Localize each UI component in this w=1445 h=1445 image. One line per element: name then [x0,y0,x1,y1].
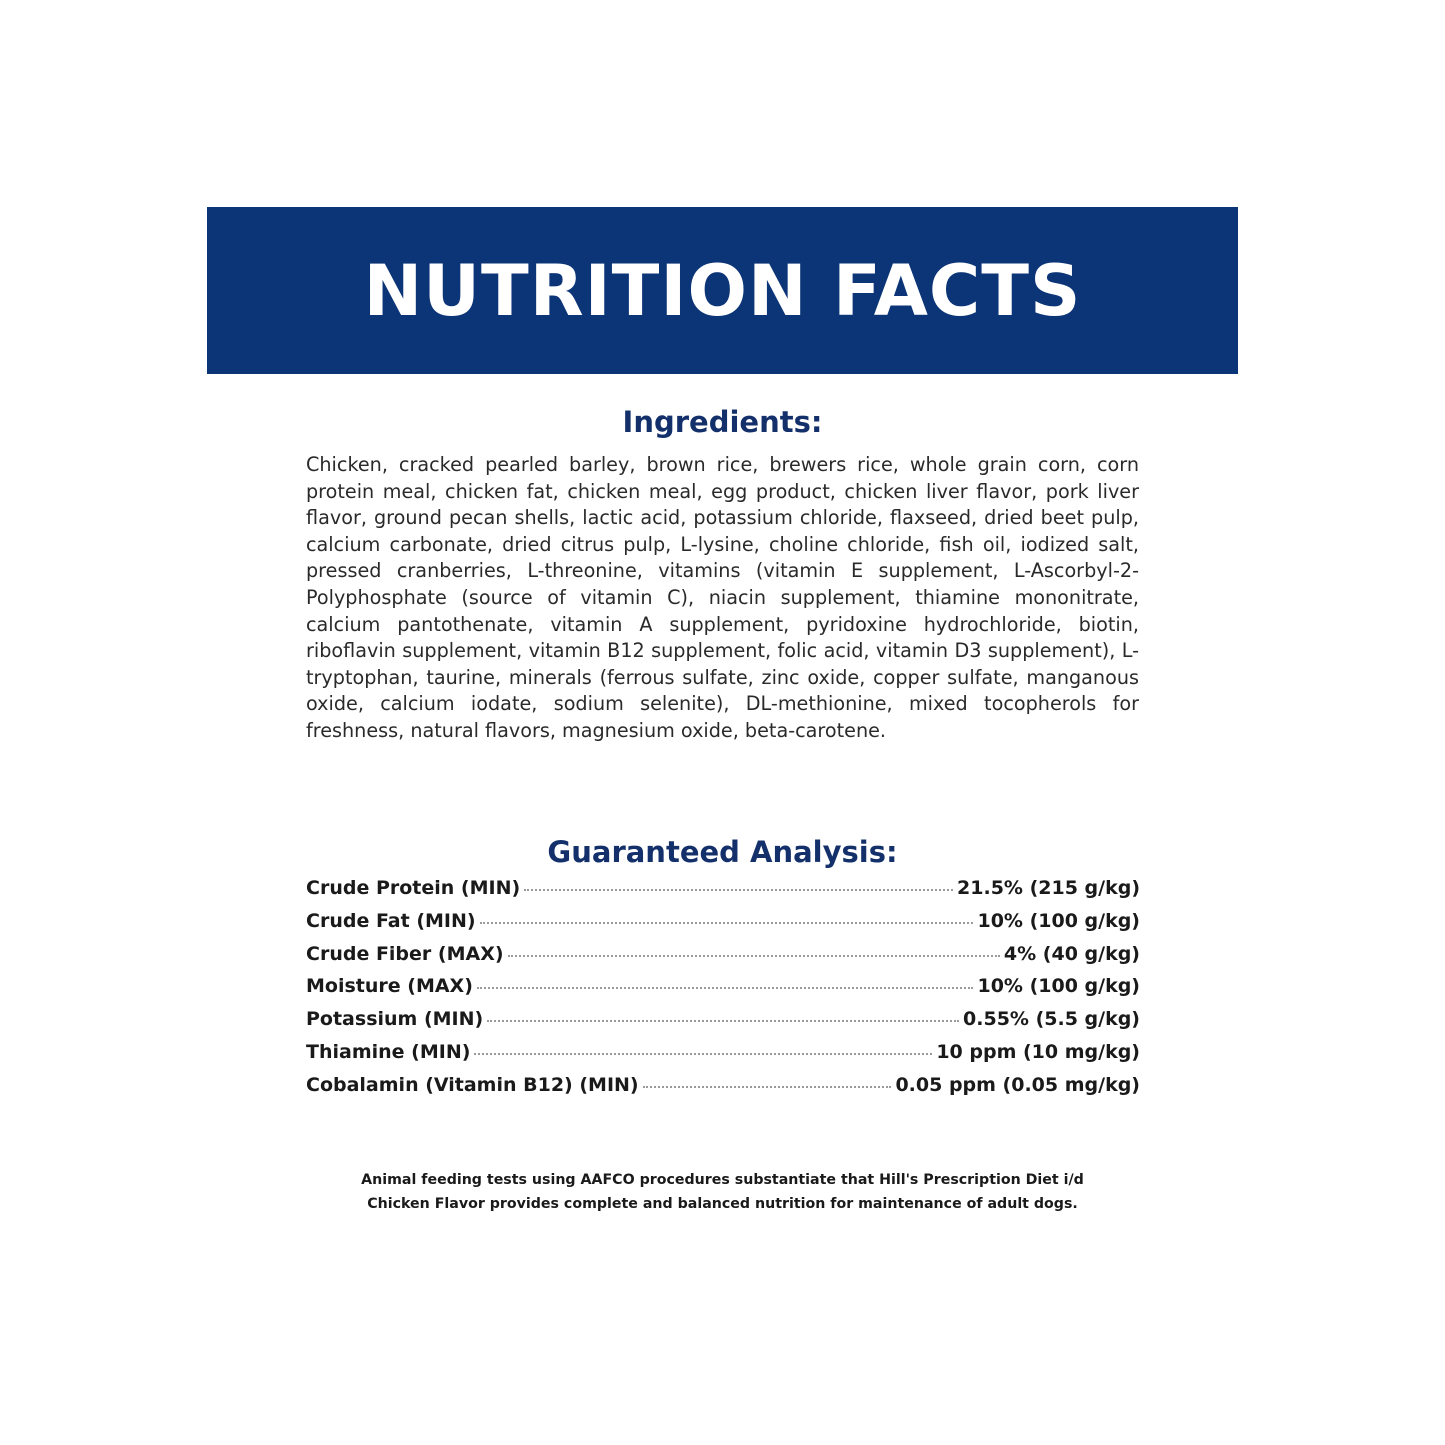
analysis-value: 0.05 ppm (0.05 mg/kg) [895,1073,1140,1096]
ingredients-heading: Ingredients: [622,405,823,439]
guaranteed-analysis-table [306,877,1140,1107]
analysis-label: Crude Protein (MIN) [306,877,521,899]
aafco-statement [207,1168,1238,1216]
aafco-statement-line-2: Chicken Flavor provides complete and balanced nutrition for maintenance of adult dogs. [367,1196,1078,1212]
dotted-leader [474,1053,932,1055]
dotted-leader [480,922,974,924]
dotted-leader [643,1086,892,1088]
analysis-label: Potassium (MIN) [306,1008,484,1031]
analysis-row-crude-protein [306,877,1140,910]
dotted-leader [477,987,974,989]
analysis-value: 21.5% (215 g/kg) [957,877,1140,899]
analysis-value: 4% (40 g/kg) [1003,942,1140,965]
analysis-value: 10% (100 g/kg) [977,975,1140,998]
analysis-label: Moisture (MAX) [306,975,473,998]
analysis-value: 10 ppm (10 mg/kg) [936,1040,1140,1063]
dotted-leader [487,1020,959,1022]
analysis-row-crude-fat [306,910,1140,943]
analysis-label: Crude Fat (MIN) [306,909,476,932]
analysis-value: 10% (100 g/kg) [977,909,1140,932]
analysis-label: Cobalamin (Vitamin B12) (MIN) [306,1073,639,1096]
guaranteed-analysis-heading: Guaranteed Analysis: [547,835,898,869]
ingredients-text: Chicken, cracked pearled barley, brown rice, brewers rice, whole grain corn, corn protein meal, chicken fat, chicken meal, egg product, chicken liver flavor, pork liver flavor, ground pecan shells, lactic acid, potassium chloride, flaxseed, dried beet pulp, calcium carbonate, dried citrus pulp, L-lysine, choline chloride, fish oil, iodized salt, pressed cranberries, L-threonine, vitamins (vitamin E supplement, L-Ascorbyl-2-Polyphosphate (source of vitamin C), niacin supplement, thiamine mononitrate, calcium pantothenate, vitamin A supplement, pyridoxine hydrochloride, biotin, riboflavin supplement, vitamin B12 supplement, folic acid, vitamin D3 supplement), L-tryptophan, taurine, minerals (ferrous sulfate, zinc oxide, copper sulfate, manganous oxide, calcium iodate, sodium selenite), DL-methionine, mixed tocopherols for freshness, natural flavors, magnesium oxide, beta-carotene. [306,453,1139,742]
analysis-row-thiamine [306,1041,1140,1074]
analysis-label: Crude Fiber (MAX) [306,942,504,965]
aafco-statement-line-1: Animal feeding tests using AAFCO procedures substantiate that Hill's Prescription Diet i/d [361,1172,1084,1188]
analysis-label: Thiamine (MIN) [306,1040,471,1063]
analysis-value: 0.55% (5.5 g/kg) [963,1008,1140,1031]
analysis-row-moisture [306,975,1140,1008]
dotted-leader [508,955,1000,957]
analysis-row-potassium [306,1008,1140,1041]
title-banner [207,207,1238,374]
dotted-leader [524,889,953,891]
analysis-row-crude-fiber [306,943,1140,976]
analysis-row-cobalamin [306,1074,1140,1107]
page-title: NUTRITION FACTS [363,249,1082,332]
